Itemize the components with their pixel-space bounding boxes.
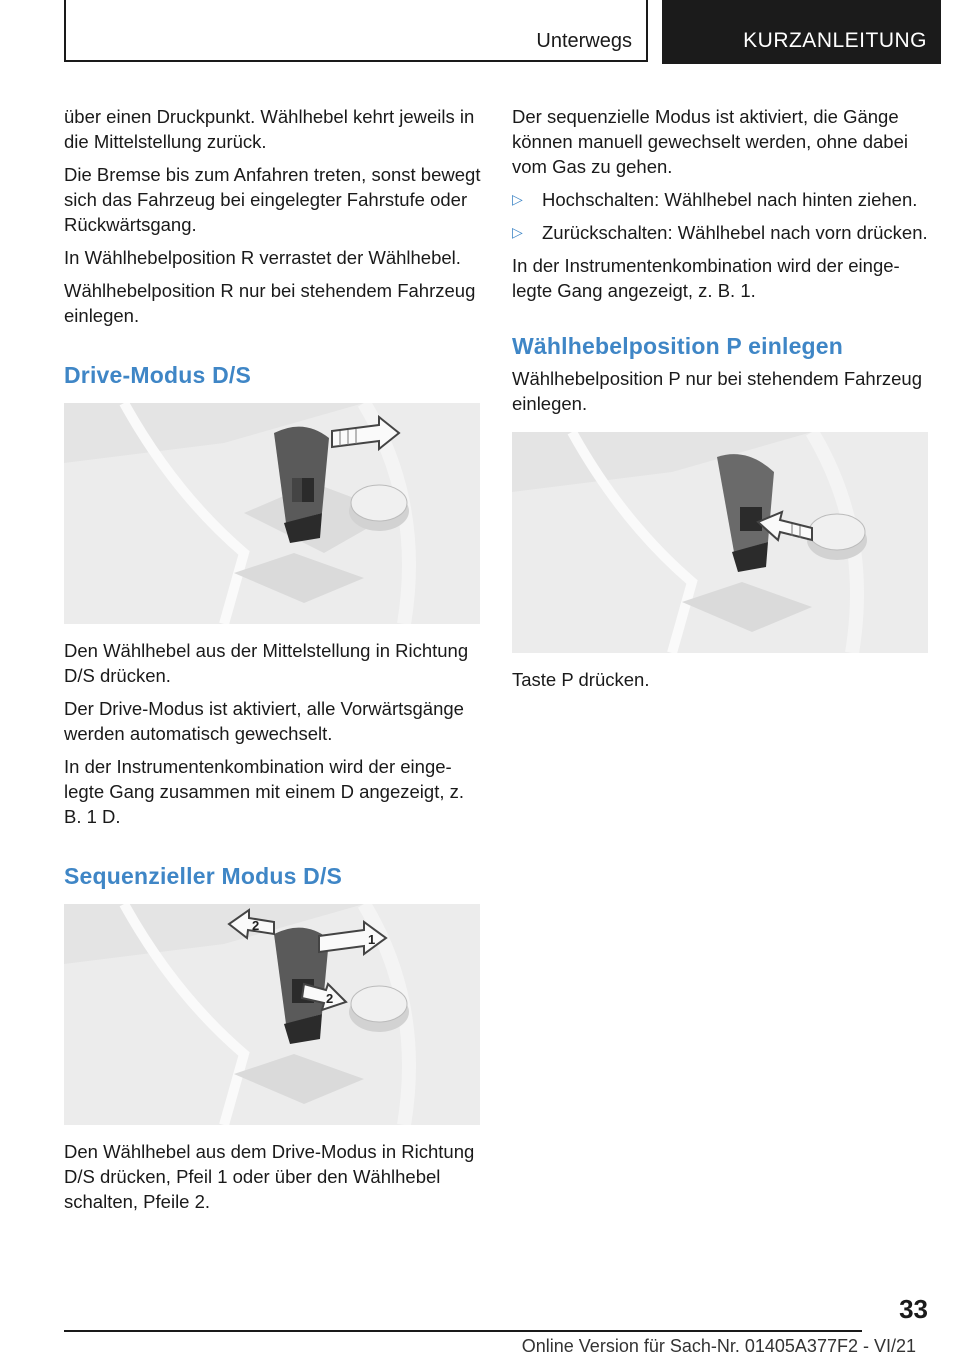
chapter-tab	[662, 0, 941, 64]
section-heading-drive: Drive-Modus D/S	[64, 362, 252, 388]
arrow-label: 1	[368, 932, 376, 947]
list-item-text: Hochschalten: Wählhebel nach hinten ziehen.	[542, 189, 918, 210]
paragraph: Die Bremse bis zum Anfahren treten, sonst bewegt sich das Fahrzeug bei eingelegter Fahrstufe oder Rückwärtsgang.	[64, 164, 481, 235]
list-item	[512, 220, 930, 245]
paragraph: Wählhebelposition R nur bei stehendem Fahrzeug einlegen.	[64, 280, 476, 326]
section-heading-park: Wählhebelposition P einlegen	[512, 333, 844, 359]
drive-mode-illustration	[64, 403, 480, 624]
paragraph: In Wählhebelposition R verrastet der Wählhebel.	[64, 247, 461, 268]
footer-online-version: Online Version für Sach-Nr. 01405A377F2 - VI/21	[521, 1336, 916, 1356]
section-heading-sequential: Sequenzieller Modus D/S	[64, 863, 343, 889]
paragraph: Der sequenzielle Modus ist aktiviert, die Gänge können manuell gewechselt werden, ohne dabei vom Gas zu gehen.	[512, 106, 908, 177]
section-tab	[64, 0, 648, 62]
paragraph: über einen Druckpunkt. Wählhebel kehrt jeweils in die Mittelstellung zurück.	[64, 106, 475, 152]
triangle-bullet-icon: ▷	[512, 224, 523, 240]
sequential-mode-illustration	[64, 904, 480, 1125]
paragraph: Den Wählhebel aus der Mittelstellung in Richtung D/S drücken.	[64, 640, 469, 686]
section-title: Unterwegs	[536, 30, 632, 52]
arrow-label: 2	[252, 918, 260, 933]
page-number: 33	[899, 1294, 928, 1324]
right-column	[512, 104, 930, 700]
paragraph: Wählhebelposition P nur bei stehendem Fahrzeug einlegen.	[512, 368, 922, 414]
paragraph: Taste P drücken.	[512, 669, 650, 690]
paragraph: In der Instrumentenkombination wird der eingelegte Gang zusammen mit einem D angezeigt, z. B. 1 D.	[64, 756, 464, 827]
triangle-bullet-icon: ▷	[512, 191, 523, 207]
paragraph: Der Drive-Modus ist aktiviert, alle Vorwärtsgänge werden automatisch gewechselt.	[64, 698, 464, 744]
list-item-text: Zurückschalten: Wählhebel nach vorn drücken.	[542, 222, 928, 243]
left-column	[64, 104, 482, 1222]
park-button-illustration	[512, 432, 928, 653]
footer-divider	[64, 1330, 862, 1332]
arrow-label: 2	[326, 991, 334, 1006]
chapter-title: KURZANLEITUNG	[743, 29, 927, 52]
page-header	[0, 0, 960, 64]
list-item	[512, 187, 930, 212]
paragraph: In der Instrumentenkombination wird der eingelegte Gang angezeigt, z. B. 1.	[512, 255, 900, 301]
paragraph: Den Wählhebel aus dem Drive-Modus in Richtung D/S drücken, Pfeil 1 oder über den Wählhebel schalten, Pfeile 2.	[64, 1141, 475, 1212]
